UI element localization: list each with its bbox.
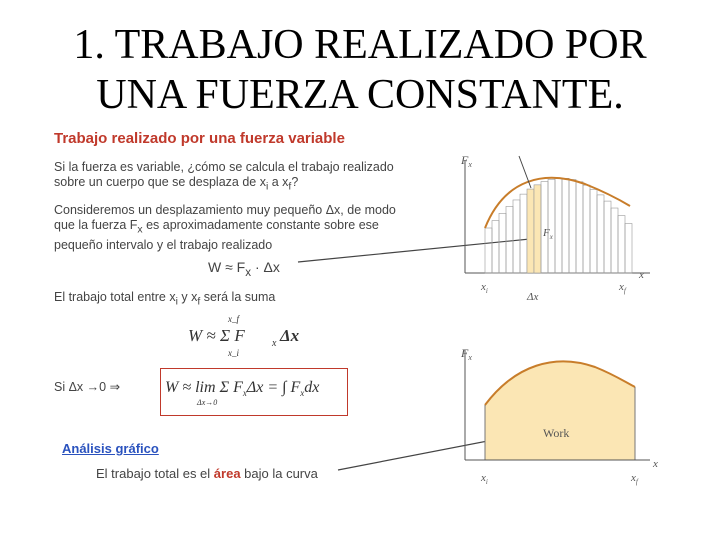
paragraph-2-line-2: que la fuerza $F_x$ es aproximadamente constante sobre ese: [54, 218, 379, 236]
strip: [597, 195, 604, 273]
strip: [485, 228, 492, 273]
paragraph-2-line-1: Consideremos un desplazamiento muy pequeño Δx, de modo: [54, 203, 396, 217]
area-fill: [485, 361, 635, 460]
strip: [527, 189, 534, 273]
strip: [611, 208, 618, 273]
delta-label: Δx: [527, 291, 539, 303]
strip: [506, 206, 513, 273]
paragraph-1-line-2: sobre un cuerpo que se desplaza de $x_i$ a $x_f$?: [54, 175, 299, 193]
strip: [562, 178, 569, 273]
strip: [534, 185, 541, 273]
strip: [583, 185, 590, 273]
strip: [576, 182, 583, 273]
xi-label: $x_i$: [481, 472, 488, 486]
graph-area: [455, 345, 665, 495]
title-line-2: UNA FUERZA CONSTANTE.: [96, 72, 624, 118]
strip: [492, 221, 499, 273]
strip: [604, 201, 611, 273]
strip: [625, 224, 632, 273]
force-curve: [485, 178, 630, 228]
section-title: Trabajo realizado por una fuerza variable: [54, 130, 345, 147]
limit-condition: Si Δx →0 ⇒: [54, 380, 121, 394]
xi-label: $x_i$: [481, 281, 488, 295]
strip: [569, 179, 576, 273]
title-line-1: 1. TRABAJO REALIZADO POR: [73, 22, 647, 68]
graph-rectangles: [455, 148, 665, 308]
strip: [513, 200, 520, 273]
strip: [520, 194, 527, 273]
y-axis-label: $F_x$: [461, 153, 472, 169]
paragraph-2-line-3: pequeño intervalo y el trabajo realizado: [54, 237, 273, 252]
work-label: Work: [543, 426, 570, 440]
paragraph-1-line-1: Si la fuerza es variable, ¿cómo se calcula el trabajo realizado: [54, 160, 394, 174]
x-axis-label: x: [639, 269, 644, 281]
xf-label: $x_f$: [631, 472, 638, 486]
total-work-text: El trabajo total entre $x_i$ y $x_f$ será la suma: [54, 290, 276, 308]
limit-subscript: Δx→0: [197, 398, 218, 407]
integral-formula: W ≈ lim Σ $F_x\Delta x$ = ∫ $F_xdx$: [165, 379, 320, 399]
xf-label: $x_f$: [619, 281, 626, 295]
strip: [618, 216, 625, 273]
bar-group: [485, 178, 632, 273]
strip: [590, 190, 597, 273]
strip: [499, 213, 506, 273]
sum-formula: x_f W ≈ Σ F x Δx x_i: [188, 314, 300, 358]
analysis-heading: Análisis gráfico: [62, 441, 159, 456]
y-axis-label: $F_x$: [461, 346, 472, 362]
x-axis-label: x: [653, 458, 658, 470]
strip: [555, 178, 562, 273]
area-statement: El trabajo total es el área bajo la curva: [96, 466, 318, 481]
bar-label: $F_x$: [543, 227, 553, 241]
formula-work-increment: $W \approx F_x \cdot \Delta x$: [208, 259, 280, 279]
